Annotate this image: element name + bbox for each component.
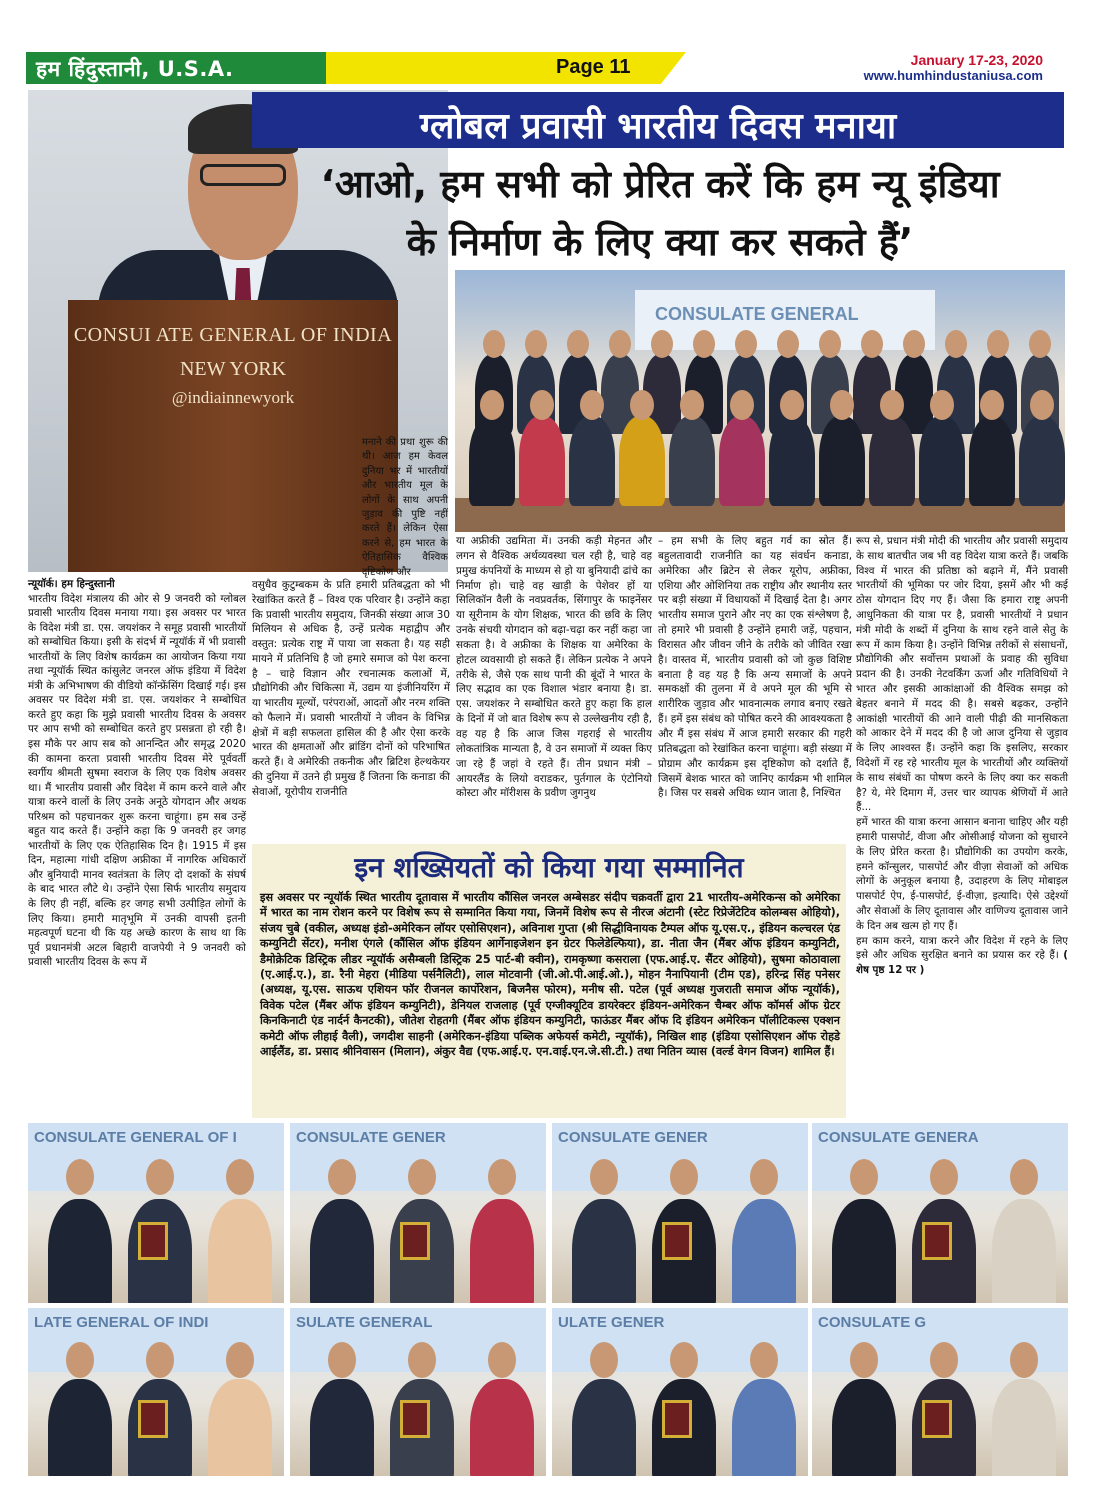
- award-photo-face: [488, 1342, 516, 1378]
- award-photo-face: [590, 1159, 618, 1195]
- award-photo-face: [750, 1342, 778, 1378]
- banner-title: ग्लोबल प्रवासी भारतीय दिवस मनाया: [419, 106, 897, 147]
- group-photo-face: [651, 330, 673, 358]
- group-photo-face: [1030, 390, 1054, 420]
- award-photo-face: [670, 1342, 698, 1378]
- group-photo-person: [1019, 416, 1065, 506]
- group-photo-face: [525, 330, 547, 358]
- award-photo: [552, 1123, 808, 1303]
- podium-line-3: @indiainnewyork: [171, 388, 295, 407]
- award-photo-person: [310, 1199, 374, 1303]
- award-plaque: [400, 1400, 430, 1438]
- award-photo: [812, 1308, 1068, 1476]
- award-photo-backdrop-text: LATE GENERAL OF INDI: [34, 1314, 209, 1331]
- award-photo-face: [590, 1342, 618, 1378]
- website-url[interactable]: www.humhindustaniusa.com: [863, 68, 1043, 83]
- award-photo-face: [146, 1342, 174, 1378]
- award-photo: [290, 1308, 546, 1476]
- award-photo-person: [992, 1379, 1056, 1476]
- group-photo-face: [567, 330, 589, 358]
- masthead-yellow-bar: [326, 52, 686, 84]
- article-column-5-para-3: हम काम करने, यात्रा करने और विदेश में रहने के लिए इसे और अधिक सुरक्षित बनाने का प्रयास कर रहे हैं।: [856, 934, 1068, 962]
- page-number: Page 11: [556, 56, 631, 78]
- award-photo-face: [408, 1159, 436, 1195]
- award-photo-person: [48, 1379, 112, 1476]
- group-photo-face: [945, 330, 967, 358]
- group-photo-face: [580, 390, 604, 420]
- group-photo-face: [930, 390, 954, 420]
- continued-note[interactable]: ( शेष पृष्ठ 12 पर ): [856, 949, 1068, 977]
- award-photo: [812, 1123, 1068, 1303]
- award-photo-backdrop-text: CONSULATE G: [818, 1314, 927, 1331]
- award-photo-person: [992, 1199, 1056, 1303]
- award-photo-face: [226, 1342, 254, 1378]
- issue-date: January 17-23, 2020: [910, 52, 1043, 68]
- award-photo-person: [732, 1199, 796, 1303]
- group-photo-person: [519, 416, 565, 506]
- group-photo-face: [483, 330, 505, 358]
- award-photo-backdrop-text: ULATE GENER: [558, 1314, 665, 1331]
- award-plaque: [922, 1222, 952, 1260]
- masthead-green-bar: [26, 52, 326, 84]
- masthead: [26, 52, 1071, 84]
- article-column-5-para-2: हमें भारत की यात्रा करना आसान बनाना चाहिए और यही हमारी पासपोर्ट, वीजा और ओसीआई योजना को सुधारने के लिए प्रेरित करता है। प्रौद्योगिकी का उपयोग करके, हमने कॉन्सुलर, पासपोर्ट और वीज़ा सेवाओं को अधिक लोगों के अनुकूल बनाया है, उदाहरण के लिए मोबाइल पासपोर्ट ऐप, ई-पासपोर्ट, ई-वीज़ा, इत्यादि। ऐसे उद्देश्यों और सेवाओं के लिए दूतावास और वाणिज्य दूतावास जाने के दिन अब खत्म हो गए हैं।: [856, 816, 1068, 932]
- award-plaque: [922, 1400, 952, 1438]
- award-photo-face: [408, 1342, 436, 1378]
- award-photo-person: [732, 1379, 796, 1476]
- group-photo-person: [819, 416, 865, 506]
- award-photo: [28, 1308, 284, 1476]
- award-photo-face: [146, 1159, 174, 1195]
- award-photo-face: [850, 1159, 878, 1195]
- article-column-3: या अफ्रीकी उद्यमिता में। उनकी कड़ी मेहनत और लगन से वैश्विक अर्थव्यवस्था चल रही है, चाहे वह प्रमुख कंपनियों के माध्यम से हो या बुनियादी ढांचे का निर्माण हो। चाहे वह खाड़ी के पेशेवर हों या सिलिकॉन वैली के नवप्रवर्तक, सिंगापुर के फाइनेंसर या सूरीनाम के योग शिक्षक, भारत की छवि के लिए उनके संचयी योगदान को बढ़ा-चढ़ा कर नहीं कहा जा सकता है। वे अफ्रीका के शिक्षक या अमेरिका के होटल व्यवसायी हो सकते हैं। लेकिन प्रत्येक ने अपने तरीके से, जैसे एक साथ पानी की बूंदों ने भारत के लिए सद्भाव का एक विशाल भंडार बनाया है। डा. एस. जयशंकर ने सम्बोधित करते हुए कहा कि हाल के दिनों में जो बात विशेष रूप से उल्लेखनीय रही है, वह यह है कि आज जिस गहराई से भारतीय लोकतांत्रिक मान्यता है, वे उन समाजों में व्यक्त किए जा रहे हैं जहां वे रहते हैं। तीन प्रधान मंत्री – आयरलैंड के लियो वराडकर, पुर्तगाल के एंटोनियो कोस्टा और मॉरीशस के प्रवीण जुगनुथ: [456, 535, 652, 800]
- award-photo-face: [488, 1159, 516, 1195]
- group-photo-face: [903, 330, 925, 358]
- award-photo: [28, 1123, 284, 1303]
- group-photo-person: [769, 416, 815, 506]
- group-photo-face: [987, 330, 1009, 358]
- article-column-2: वसुधैव कुटुम्बकम के प्रति हमारी प्रतिबद्धता को भी रेखांकित करते हैं – विश्व एक परिवार है। उन्होंने कहा कि प्रवासी भारतीय समुदाय, जिनकी संख्या आज 30 मिलियन से अधिक है, उन्हें प्रत्येक महाद्वीप और वस्तुत: प्रत्येक राष्ट्र में पाया जा सकता है। यह सही मायने में प्रतिनिधि है जो हमारे समाज को पेश करना है – चाहे विज्ञान और रचनात्मक कलाओं में, प्रौद्योगिकी और चिकित्सा में, उद्यम या इंजीनियरिंग में या भारतीय मूल्यों, परंपराओं, आदतों और नरम शक्ति को फैलाने में। प्रवासी भारतीयों ने जीवन के विभिन्न क्षेत्रों में बड़ी सफलता हासिल की है और ऐसा करके भारत की क्षमताओं और ब्रांडिंग दोनों को परिभाषित करते हैं। वे अमेरिकी तकनीक और ब्रिटिश हेल्थकेयर की दुनिया में उतने ही प्रमुख हैं जितना कि कनाडा की सेवाओं, यूरोपीय राजनीति: [252, 579, 450, 798]
- headline-line-2: के निर्माण के लिए क्या कर सकते हैं’: [406, 220, 914, 264]
- newspaper-name: हम हिंदुस्तानी, U.S.A.: [36, 57, 234, 81]
- award-photo-face: [930, 1342, 958, 1378]
- group-photo-face: [730, 390, 754, 420]
- group-photo-face: [980, 390, 1004, 420]
- group-photo-face: [819, 330, 841, 358]
- award-photo-backdrop-text: CONSULATE GENERA: [818, 1129, 979, 1146]
- award-plaque: [662, 1222, 692, 1260]
- article-column-1-text: भारतीय विदेश मंत्रालय की ओर से 9 जनवरी को ग्लोबल प्रवासी भारतीय दिवस मनाया गया। इस अवसर पर भारत के विदेश मंत्री डा. एस. जयशंकर ने समूह प्रवासी भारतीयों को सम्बोधित किया। इसी के संदर्भ में न्यूयॉर्क में भी प्रवासी भारतीयों के लिए विशेष कार्यक्रम का आयोजन किया गया तथा न्यूयॉर्क स्थित कांसुलेट जनरल ऑफ इंडिया में विदेश मंत्री के अभिभाषण की वीडियो कॉन्फ्रेंसिंग दिखाई गई। इस अवसर पर विदेश मंत्री डा. एस. जयशंकर ने सम्बोधित करते हुए कहा कि मुझे प्रवासी भारतीय दिवस के अवसर पर आप सभी को सम्बोधित करते हुए प्रसन्नता हो रही है। इस मौके पर आप सब को आनन्दित और समृद्ध 2020 की कामना करता प्रवासी भारतीय दिवस मेरे पूर्ववर्ती स्वर्गीय श्रीमती सुषमा स्वराज के लिए एक विशेष अवसर था। मैं भारतीय प्रवासी और विदेश में काम करने वाले और यात्रा करने वालों के लिए उनके अनूठे योगदान और अथक परिश्रम को पहचानकर शुरू करना चाहूंगा। हम सब उन्हें बहुत याद करते हैं। उन्होंने कहा कि 9 जनवरी हर जगह भारतीयों के लिए एक ऐतिहासिक दिन है। 1915 में इस दिन, महात्मा गांधी दक्षिण अफ्रीका में नागरिक अधिकारों और बुनियादी मानव स्वतंत्रता के लिए दो दशकों के संघर्ष के बाद भारत लौटे थे। उन्होंने ऐसा सिर्फ भारतीय समुदाय के लिए ही नहीं, बल्कि हर जगह सभी उत्पीड़ित लोगों के लिए किया। हमारी मातृभूमि में उनकी वापसी इतनी महत्वपूर्ण घटना थी कि यह अच्छे कारण के साथ था कि पूर्व प्रधानमंत्री अटल बिहारी वाजपेयी ने 9 जनवरी को प्रवासी भारतीय दिवस के रूप में: [28, 592, 246, 969]
- award-photo-face: [66, 1159, 94, 1195]
- award-photo-person: [572, 1379, 636, 1476]
- group-photo-face: [480, 390, 504, 420]
- award-photo-person: [48, 1199, 112, 1303]
- group-photo-person: [569, 416, 615, 506]
- award-photo-face: [850, 1342, 878, 1378]
- award-photo-person: [208, 1199, 272, 1303]
- section-banner: [252, 92, 1064, 148]
- group-photo-person: [669, 416, 715, 506]
- award-photo-face: [750, 1159, 778, 1195]
- headline: [250, 155, 1070, 271]
- dateline: न्यूयॉर्क। हम हिन्दुस्तानी: [28, 578, 115, 590]
- group-photo-person: [719, 416, 765, 506]
- award-photo-person: [470, 1379, 534, 1476]
- caption-column: मनाने की प्रथा शुरू की थी। आज हम केवल दुनिया भर में भारतीयों और भारतीय मूल के लोगों के साथ अपनी जुड़ाव की पुष्टि नहीं करते हैं। लेकिन ऐसा करने से, हम भारत के ऐतिहासिक वैश्विक दृष्टिकोण और: [362, 437, 448, 578]
- group-photo-person: [619, 416, 665, 506]
- article-column-5: [856, 534, 1068, 978]
- award-photo-face: [226, 1159, 254, 1195]
- group-photo: [455, 270, 1065, 532]
- article-column-5-text: रूप से, प्रधान मंत्री मोदी की भारतीय और प्रवासी समुदाय के साथ बातचीत जब भी वह विदेश यात्रा करते हैं। जबकि विश्व में भारत की प्रतिष्ठा को बढ़ाने में, मैंने प्रवासी भारतीयों की भूमिका पर जोर दिया, इसमें और भी कई ठोस योगदान दिए गए हैं। जैसा कि हमारा राष्ट्र अपनी आधुनिकता की यात्रा पर है, प्रवासी भारतीयों ने प्रधान मंत्री मोदी के शब्दों में दुनिया के साथ रहने वाले सेतु के रूप में काम किया है। उन्होंने विभिन्न तरीकों से संसाधनों, प्रौद्योगिकी और सर्वोत्तम प्रथाओं के प्रवाह की सुविधा प्रदान की है। उनकी नेटवर्किंग ऊर्जा और गतिविधियों ने भारत और इसकी आकांक्षाओं की वैश्विक समझ को बेहतर बनाने में मदद की है। सबसे बढ़कर, उन्होंने आकांक्षी भारतीयों की आने वाली पीढ़ी की मानसिकता को आकार देने में मदद की है जो आज दुनिया से जुड़ाव के लिए आश्वस्त हैं। उन्होंने कहा कि इसलिए, सरकार विदेशों में रह रहे भारतीय मूल के भारतीयों और व्यक्तियों के साथ संबंधों का पोषण करने के लिए क्या कर सकती है? ये, मेरे दिमाग में, उत्तर चार व्यापक श्रेणियों में आते हैं...: [856, 535, 1068, 814]
- award-photo: [552, 1308, 808, 1476]
- group-photo-person: [469, 416, 515, 506]
- group-photo-face: [609, 330, 631, 358]
- group-photo-face: [530, 390, 554, 420]
- honoree-box-text: इस अवसर पर न्यूयॉर्क स्थित भारतीय दूतावास में भारतीय कौंसिल जनरल अम्बेसडर संदीप चक्रवर्ती द्वारा 21 भारतीय-अमेरिकन्स को अमेरिका में भारत का नाम रोशन करने पर विशेष रूप से सम्मानित किया गया, जिनमें विशेष रूप से नीरज अंटानी (स्टेट रिप्रेजेंटेटिव कोलम्बस ओहियो), संजय चुबे (वकील, अध्यक्ष इंडो-अमेरिकन लॉयर एसोसिएशन), अविनाश गुप्ता (श्री सिद्धीविनायक टैम्पल ऑफ यू.एस.ए., इंडियन कल्चरल एंड कम्युनिटी सेंटर), मनीश एंगले (कौंसिल ऑफ इंडियन आर्गेनाइजेशन इन ग्रेटर फिलेडेल्फिया), डा. नीता जैन (मैंबर ऑफ इंडियन कम्युनिटी, डैमोक्रेटिक डिस्ट्रिक लीडर न्यूयॉर्क असैम्बली डिस्ट्रिक 25 पार्ट-बी क्वीन), रामकृष्णा कसराला (एफ.आई.ए. सैंटर ओहियो), सुषमा कोठावाला (ए.आई.ए.), डा. रैनी मेहरा (मीडिया पर्सनैलिटी), लाल मोटवानी (जी.ओ.पी.आई.ओ.), मोहन नैनापियानी (टीम एड), हरिन्द्र सिंह पनेसर (अध्यक्ष, यू.एस. साऊथ एशियन फॉर रीजनल कार्पोरेशन, बिजनैस फोरम), मनीष सी. पटेल (पूर्व अध्यक्ष गुजराती समाज ऑफ न्यूयॉर्क), विवेक पटेल (मैंबर ऑफ इंडियन कम्युनिटी), डेनियल राजलाह (पूर्व एग्जीक्यूटिव डायरेक्टर इंडियन-अमेरिकन चैम्बर ऑफ कॉमर्स ऑफ ग्रेटर किनकिनाटी एंड नार्दर्न कैनटकी), जीतेश रोहतगी (मैंबर ऑफ इंडियन कम्युनिटी, फाऊंडर मैंबर ऑफ दि इंडियन अमेरिकन पॉलीटिकल्स एक्शन कमेटी ऑफ लीहाई वैली), जगदीश साहनी (अमेरिकन-इंडिया पब्लिक अफेयर्स कमेटी, न्यूयॉर्क), निखिल शाह (इंडिया एसोसिएशन ऑफ रोहडे आईलैंड, डा. प्रसाद श्रीनिवासन (मिलान), अंकुर वैद्य (एफ.आई.ए. एन.वाई.एन.जे.सी.टी.) तथा नितिन व्यास (वर्ल्ड वेगन विजन) शामिल हैं।: [260, 891, 840, 1059]
- award-photo-face: [66, 1342, 94, 1378]
- award-photo-person: [832, 1379, 896, 1476]
- award-photo-backdrop-text: SULATE GENERAL: [296, 1314, 433, 1331]
- podium-line-2: NEW YORK: [179, 358, 287, 380]
- award-photo: [290, 1123, 546, 1303]
- award-photo-person: [572, 1199, 636, 1303]
- group-photo-person: [869, 416, 915, 506]
- award-photo-face: [930, 1159, 958, 1195]
- podium-line-1: CONSUI ATE GENERAL OF INDIA: [73, 324, 393, 346]
- award-photo-face: [670, 1159, 698, 1195]
- group-photo-face: [861, 330, 883, 358]
- award-photo-face: [1010, 1159, 1038, 1195]
- award-photo-backdrop-text: CONSULATE GENERAL OF I: [34, 1129, 237, 1146]
- award-photo-person: [832, 1199, 896, 1303]
- group-photo-person: [919, 416, 965, 506]
- group-photo-face: [680, 390, 704, 420]
- group-photo-face: [735, 330, 757, 358]
- group-photo-face: [1029, 330, 1051, 358]
- award-plaque: [662, 1400, 692, 1438]
- group-photo-face: [777, 330, 799, 358]
- group-photo-face: [693, 330, 715, 358]
- podium: [68, 300, 398, 572]
- award-photo-backdrop-text: CONSULATE GENER: [558, 1129, 708, 1146]
- award-photo-face: [328, 1342, 356, 1378]
- award-photo-person: [208, 1379, 272, 1476]
- award-photo-face: [328, 1159, 356, 1195]
- honoree-box: [252, 844, 846, 1118]
- group-photo-face: [780, 390, 804, 420]
- headline-line-1: ‘आओ, हम सभी को प्रेरित करें कि हम न्यू इंडिया: [320, 162, 1000, 206]
- article-column-4: – हम सभी के लिए बहुत गर्व का स्रोत हैं। बहुलतावादी राजनीति का यह संवर्धन कनाडा, अमेरिका और ब्रिटेन से लेकर यूरोप, अफ्रीका, एशिया और ओशिनिया तक राष्ट्रीय और स्थानीय स्तर पर बड़ी संख्या में विधायकों में दिखाई देता है। अगर भारतीय समाज पुराने और नए का एक संश्लेषण है, तो हमारे भी प्रवासी है उन्होंने हमारी जड़ें, पहचान, विरासत और जीवन जीने के तरीके को जीवित रखा है। वास्तव में, भारतीय प्रवासी को जो कुछ विशिष्ट बनाता है वह यह है कि अन्य समाजों के अपने समकक्षों की तुलना में वे अपने मूल की भूमि से शारीरिक जुड़ाव और भावनात्मक लगाव बनाए रखते हैं। हमें इस संबंध को पोषित करने की आवश्यकता है और मैं इस संबंध में आज हमारी सरकार की गहरी प्रतिबद्धता को रेखांकित करना चाहूंगा। बड़ी संख्या में प्रोग्राम और कार्यक्रम इस दृष्टिकोण को दर्शाते हैं, जिसमें बेशक भारत को जानिए कार्यक्रम भी शामिल है। जिस पर सबसे अधिक ध्यान जाता है, निश्चित: [658, 535, 852, 800]
- group-photo-face: [830, 390, 854, 420]
- article-column-1: [28, 577, 246, 970]
- award-plaque: [400, 1222, 430, 1260]
- award-plaque: [138, 1400, 168, 1438]
- award-photo-backdrop-text: CONSULATE GENER: [296, 1129, 446, 1146]
- award-photo-person: [470, 1199, 534, 1303]
- group-photo-backdrop-text: CONSULATE GENERAL: [655, 304, 859, 324]
- award-photo-face: [1010, 1342, 1038, 1378]
- group-photo-person: [969, 416, 1015, 506]
- award-plaque: [138, 1222, 168, 1260]
- award-photo-person: [310, 1379, 374, 1476]
- group-photo-face: [880, 390, 904, 420]
- group-photo-face: [630, 390, 654, 420]
- honoree-box-title: इन शख्सियतों को किया गया सम्मानित: [354, 851, 744, 884]
